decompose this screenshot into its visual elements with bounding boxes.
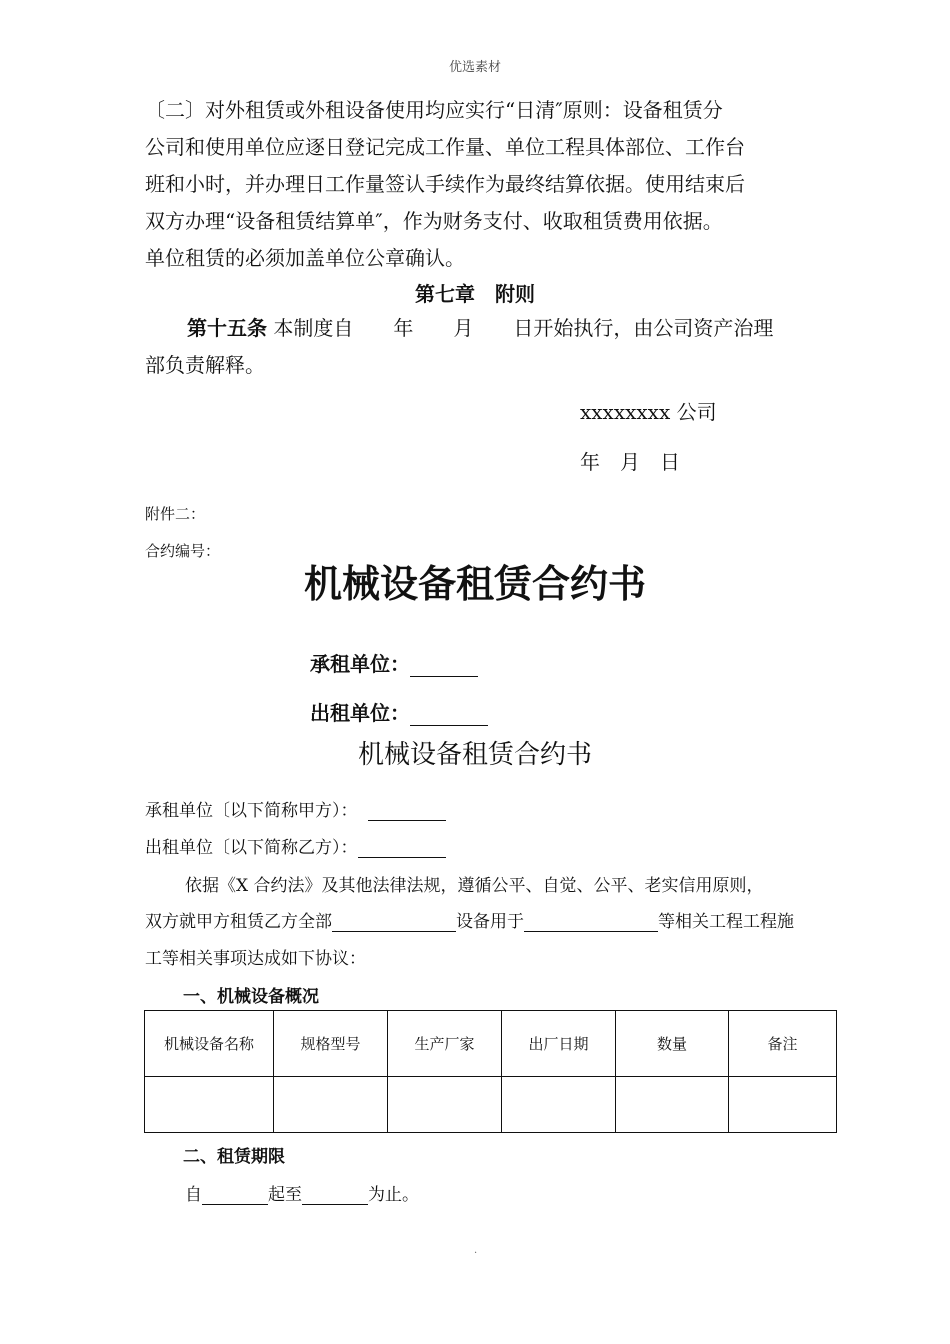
equipment-scope-blank[interactable] bbox=[332, 913, 456, 932]
contract-title: 机械设备租赁合约书 bbox=[357, 740, 592, 770]
party-a-line bbox=[145, 796, 446, 821]
intro-text: 双方就甲方租赁乙方全部 bbox=[145, 912, 332, 932]
table-cell[interactable] bbox=[502, 1077, 616, 1133]
party-b-line bbox=[145, 833, 446, 858]
term-text: 自 bbox=[185, 1185, 202, 1205]
table-cell[interactable] bbox=[729, 1077, 837, 1133]
table-cell[interactable] bbox=[145, 1077, 274, 1133]
project-blank[interactable] bbox=[524, 913, 658, 932]
article-text-cont: 部负责解释。 bbox=[145, 353, 265, 377]
signature-company: xxxxxxxx 公司 bbox=[580, 400, 717, 424]
footer-mark: . bbox=[474, 1245, 478, 1256]
table-cell[interactable] bbox=[616, 1077, 729, 1133]
party-b-blank[interactable] bbox=[358, 839, 446, 858]
table-header-cell: 备注 bbox=[729, 1011, 837, 1077]
table-header-cell: 机械设备名称 bbox=[145, 1011, 274, 1077]
table-header-cell: 数量 bbox=[616, 1011, 729, 1077]
party-b-label: 出租单位〔以下简称乙方）： bbox=[145, 838, 358, 858]
article-15 bbox=[145, 310, 825, 384]
end-date-blank[interactable] bbox=[302, 1186, 368, 1205]
paragraph-line: 〔二〕对外租赁或外租设备使用均应实行“日清″原则：设备租赁分 bbox=[145, 98, 723, 122]
signature-date: 年 月 日 bbox=[580, 450, 680, 474]
table-cell[interactable] bbox=[274, 1077, 388, 1133]
lease-term-line bbox=[185, 1180, 419, 1205]
header-watermark: 优选素材 bbox=[448, 60, 501, 75]
table-header-cell: 出厂日期 bbox=[502, 1011, 616, 1077]
table-header-cell: 规格型号 bbox=[274, 1011, 388, 1077]
term-text: 起至 bbox=[268, 1185, 302, 1205]
lessee-blank[interactable] bbox=[410, 656, 478, 677]
table-row bbox=[145, 1077, 837, 1133]
contract-number-label: 合约编号： bbox=[145, 542, 221, 560]
lessor-field bbox=[310, 697, 488, 726]
party-a-blank[interactable] bbox=[368, 802, 446, 821]
paragraph-line: 单位租赁的必须加盖单位公章确认。 bbox=[145, 246, 465, 270]
section-1-title: 一、机械设备概况 bbox=[183, 987, 319, 1007]
term-text: 为止。 bbox=[368, 1185, 419, 1205]
lessor-label: 出租单位： bbox=[310, 701, 410, 725]
party-a-label: 承租单位〔以下简称甲方）： bbox=[145, 801, 358, 821]
equipment-table bbox=[144, 1010, 837, 1133]
table-cell[interactable] bbox=[388, 1077, 502, 1133]
intro-line: 依据《X 合约法》及其他法律法规，遵循公平、自觉、公平、老实信用原则， bbox=[185, 876, 764, 896]
attachment-label: 附件二： bbox=[145, 505, 206, 523]
table-header-cell: 生产厂家 bbox=[388, 1011, 502, 1077]
paragraph-line: 公司和使用单位应逐日登记完成工作量、单位工程具体部位、工作台 bbox=[145, 135, 745, 159]
article-text: 本制度自 年 月 日开始执行，由公司资产治理 bbox=[273, 316, 774, 340]
cover-title: 机械设备租赁合约书 bbox=[303, 562, 646, 606]
table-header-row bbox=[145, 1011, 837, 1077]
lessee-label: 承租单位： bbox=[310, 652, 410, 676]
section-2-title: 二、租赁期限 bbox=[183, 1147, 285, 1167]
lessor-blank[interactable] bbox=[410, 705, 488, 726]
intro-text: 等相关工程工程施 bbox=[658, 912, 794, 932]
intro-line-2 bbox=[145, 907, 794, 932]
lessee-field bbox=[310, 648, 478, 677]
start-date-blank[interactable] bbox=[202, 1186, 268, 1205]
article-label: 第十五条 bbox=[187, 316, 267, 340]
chapter-title: 第七章 附则 bbox=[415, 282, 535, 306]
intro-line: 工等相关事项达成如下协议： bbox=[145, 949, 366, 969]
article-paragraph bbox=[145, 92, 825, 277]
intro-text: 设备用于 bbox=[456, 912, 524, 932]
paragraph-line: 班和小时，并办理日工作量签认手续作为最终结算依据。使用结束后 bbox=[145, 172, 745, 196]
paragraph-line: 双方办理“设备租赁结算单″，作为财务支付、收取租赁费用依据。 bbox=[145, 209, 723, 233]
